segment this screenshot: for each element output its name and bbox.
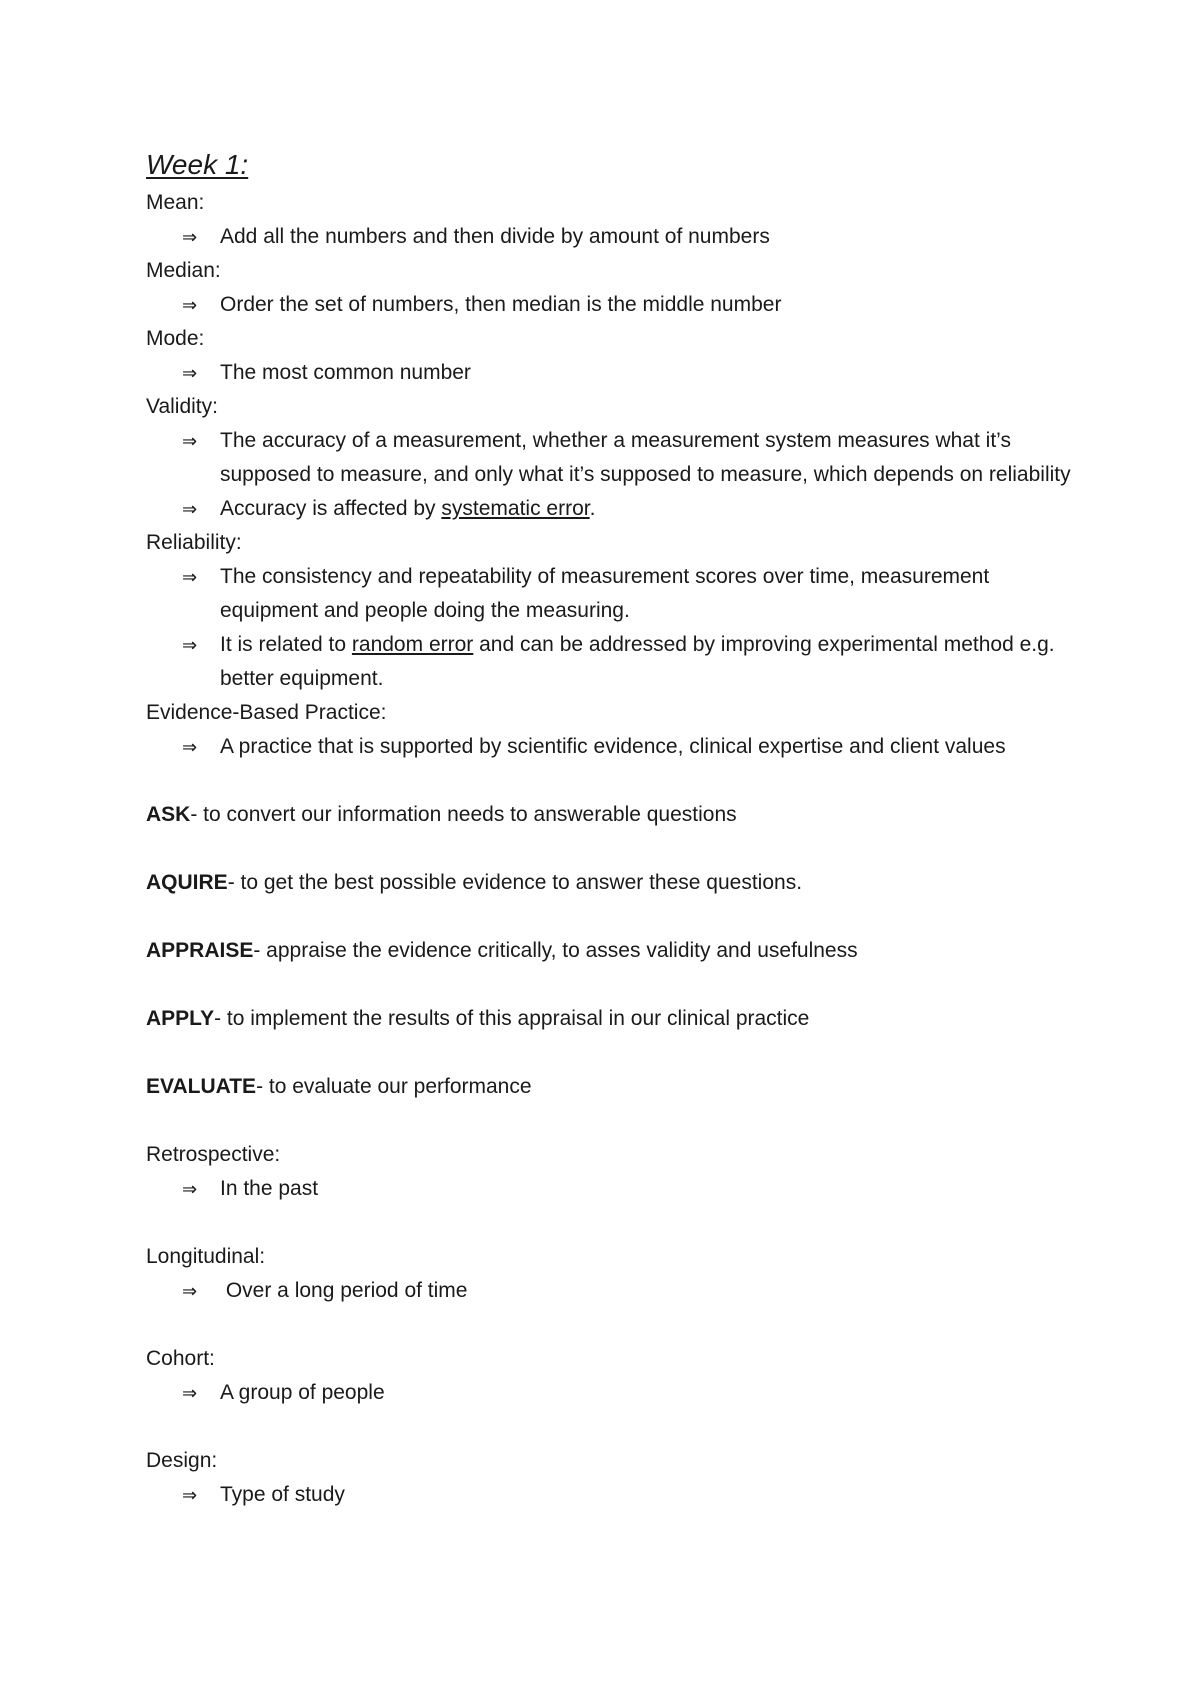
step-key: APPLY (146, 1007, 215, 1030)
bullet-item (146, 560, 1086, 628)
bullet-text: In the past (220, 1177, 319, 1200)
bullet-text: The accuracy of a measurement, whether a measurement system measures what it’s supposed to measure, and only what it’s supposed to measure, which depends on reliability (220, 429, 1071, 486)
step-appraise (146, 934, 1086, 968)
spacer (146, 1308, 1086, 1342)
bullet-text (220, 492, 1086, 526)
underlined-term: random error (351, 633, 474, 656)
spacer (146, 1410, 1086, 1444)
term-reliability: Reliability: (146, 531, 242, 554)
step-text: - to get the best possible evidence to answer these questions. (227, 871, 803, 894)
bullet-text: Over a long period of time (220, 1279, 468, 1302)
spacer (146, 1036, 1086, 1070)
term-retrospective: Retrospective: (146, 1143, 281, 1166)
spacer (146, 832, 1086, 866)
step-text: - to evaluate our performance (256, 1075, 532, 1098)
bullet-item (146, 1376, 1086, 1410)
step-text: - to convert our information needs to answerable questions (190, 803, 737, 826)
bullet-item (146, 220, 1086, 254)
bullet-item (146, 424, 1086, 492)
spacer (146, 764, 1086, 798)
step-apply (146, 1002, 1086, 1036)
spacer (146, 1206, 1086, 1240)
term-longitudinal: Longitudinal: (146, 1245, 266, 1268)
arrow-icon: ⇒ (182, 363, 198, 383)
bullet-item (146, 1172, 1086, 1206)
spacer (146, 968, 1086, 1002)
bullet-text: The consistency and repeatability of measurement scores over time, measurement equipment and people doing the measuring. (220, 565, 996, 622)
arrow-icon: ⇒ (182, 1485, 198, 1505)
term-evidence-based-practice: Evidence-Based Practice: (146, 701, 387, 724)
arrow-icon: ⇒ (182, 1281, 198, 1301)
bullet-item (146, 1478, 1086, 1512)
step-key: ASK (146, 803, 191, 826)
arrow-icon: ⇒ (182, 227, 198, 247)
term-design: Design: (146, 1449, 218, 1472)
term-validity: Validity: (146, 395, 218, 418)
arrow-icon: ⇒ (182, 567, 198, 587)
bullet-item (146, 288, 1086, 322)
step-text: - appraise the evidence critically, to asses validity and usefulness (253, 939, 858, 962)
text-segment: . (589, 497, 596, 520)
bullet-item (146, 730, 1086, 764)
bullet-text: Order the set of numbers, then median is the middle number (220, 293, 782, 316)
bullet-text: The most common number (220, 361, 471, 384)
term-mean: Mean: (146, 191, 205, 214)
step-text: - to implement the results of this appraisal in our clinical practice (214, 1007, 810, 1030)
term-cohort: Cohort: (146, 1347, 215, 1370)
term-median: Median: (146, 259, 221, 282)
arrow-icon: ⇒ (182, 1179, 198, 1199)
underlined-term: systematic error (441, 497, 590, 520)
bullet-text (220, 628, 1086, 696)
bullet-text: A practice that is supported by scientific evidence, clinical expertise and client values (220, 735, 1006, 758)
step-key: APPRAISE (146, 939, 254, 962)
bullet-item (146, 492, 1086, 526)
step-aquire (146, 866, 1086, 900)
bullet-text: Add all the numbers and then divide by amount of numbers (220, 225, 770, 248)
step-key: AQUIRE (146, 871, 228, 894)
arrow-icon: ⇒ (182, 635, 198, 655)
step-key: EVALUATE (146, 1075, 257, 1098)
arrow-icon: ⇒ (182, 499, 198, 519)
step-ask (146, 798, 1086, 832)
text-segment: It is related to (220, 633, 352, 656)
spacer (146, 900, 1086, 934)
bullet-item (146, 1274, 1086, 1308)
document-page (146, 144, 1086, 1512)
bullet-text: A group of people (220, 1381, 385, 1404)
arrow-icon: ⇒ (182, 295, 198, 315)
text-segment: Accuracy is affected by (220, 497, 442, 520)
arrow-icon: ⇒ (182, 737, 198, 757)
arrow-icon: ⇒ (182, 1383, 198, 1403)
spacer (146, 1104, 1086, 1138)
step-evaluate (146, 1070, 1086, 1104)
term-mode: Mode: (146, 327, 205, 350)
page-title: Week 1: (146, 149, 249, 180)
bullet-item (146, 628, 1086, 696)
text-segment: and can be addressed by improving experimental method e.g. better equipment. (220, 633, 1061, 690)
bullet-text: Type of study (220, 1483, 345, 1506)
arrow-icon: ⇒ (182, 431, 198, 451)
bullet-item (146, 356, 1086, 390)
